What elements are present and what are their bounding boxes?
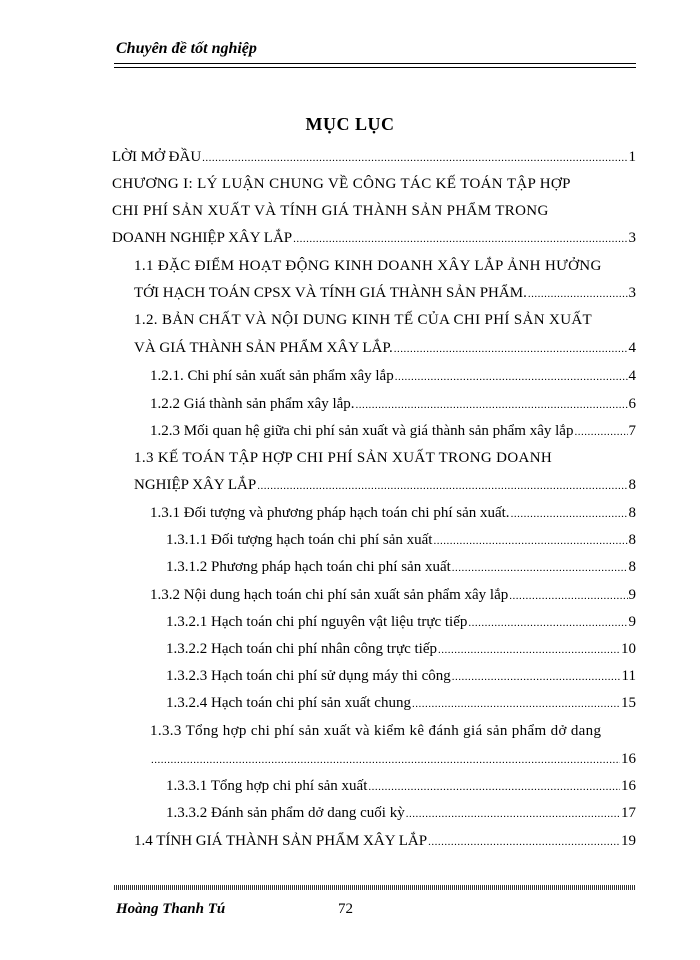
footer-rule [114,885,636,890]
dot-leader [452,558,628,578]
toc-row[interactable] [166,803,636,824]
toc-row[interactable] [134,831,636,852]
toc-row[interactable] [150,585,636,606]
toc-row[interactable] [166,557,636,578]
dot-leader [509,586,627,606]
toc-entry-label: 1.4 TÍNH GIÁ THÀNH SẢN PHẨM XÂY LẮP [134,833,428,849]
toc-row[interactable] [166,530,636,551]
page-title: MỤC LỤC [305,114,395,134]
toc-row[interactable] [134,338,636,359]
toc-entry-page: 7 [628,423,636,439]
toc-entry-label: 1.2.2 Giá thành sản phẩm xây lắp. [150,396,355,412]
toc-entry-page: 4 [628,340,636,356]
toc-row[interactable] [166,666,636,687]
dot-leader [511,504,628,524]
dot-leader [394,339,628,359]
toc-row[interactable] [166,639,636,660]
dot-leader [202,148,627,168]
toc-entry-label: LỜI MỞ ĐẦU [112,149,202,165]
dot-leader [368,777,620,797]
toc-row[interactable] [150,721,636,741]
toc-row[interactable] [112,201,636,221]
toc-entry-label: TỚI HẠCH TOÁN CPSX VÀ TÍNH GIÁ THÀNH SẢN PHẨM. [134,285,527,301]
toc-entry-page: 11 [621,668,636,684]
toc-row[interactable] [134,475,636,496]
toc-entry-page: 8 [628,505,636,521]
toc-entry-page: 3 [628,230,636,246]
toc-entry-label: 1.3.2.2 Hạch toán chi phí nhân công trực tiếp [166,641,437,657]
toc-row[interactable] [166,612,636,633]
toc-row[interactable] [166,693,636,714]
toc-entry-page: 8 [628,477,636,493]
toc-row[interactable] [150,366,636,387]
toc-entry-page: 16 [621,751,636,767]
toc-entry-label: 1.3.2.4 Hạch toán chi phí sản xuất chung [166,695,411,711]
toc-row[interactable] [112,147,636,168]
footer-page-number: 72 [338,901,353,917]
header-title: Chuyên đề tốt nghiệp [116,40,257,57]
toc-row[interactable] [134,256,636,276]
dot-leader [438,640,620,660]
toc-entry-page: 15 [621,695,636,711]
dot-leader [356,395,628,415]
toc-entry-label: 1.1 ĐẶC ĐIỂM HOẠT ĐỘNG KINH DOANH XÂY LẮP ẢNH HƯỞNG [134,258,602,274]
toc-entry-page: 10 [621,641,636,657]
toc-entry-label: 1.3.3.1 Tổng hợp chi phí sản xuất [166,778,368,794]
toc-entry-label: VÀ GIÁ THÀNH SẢN PHẨM XÂY LẮP. [134,340,393,356]
footer-author: Hoàng Thanh Tú [116,901,226,917]
toc-row[interactable] [150,394,636,415]
toc-entry-page: 19 [621,833,636,849]
toc-row[interactable] [134,448,636,468]
toc-entry-page: 8 [628,559,636,575]
toc-entry-page: 9 [628,614,636,630]
toc-entry-label: DOANH NGHIỆP XÂY LẮP [112,230,293,246]
toc-entry-page: 1 [628,149,636,165]
toc-entry-label: 1.3.2.1 Hạch toán chi phí nguyên vật liệu trực tiếp [166,614,468,630]
toc-row[interactable] [150,503,636,524]
toc-entry-page: 16 [621,778,636,794]
dot-leader [433,531,627,551]
toc-entry-label: 1.3.1.1 Đối tượng hạch toán chi phí sản xuất [166,532,433,548]
dot-leader [528,284,628,304]
dot-leader [428,832,620,852]
toc-entry-label: 1.3.3.2 Đánh sản phẩm dở dang cuối kỳ [166,805,405,821]
toc-entry-label: 1.3.1 Đối tượng và phương pháp hạch toán chi phí sản xuất. [150,505,510,521]
toc-row[interactable] [150,749,636,770]
dot-leader [452,667,621,687]
toc-entry-label: 1.2. BẢN CHẤT VÀ NỘI DUNG KINH TẾ CỦA CHI PHÍ SẢN XUẤT [134,312,593,328]
toc-row[interactable] [166,776,636,797]
toc-entry-label: CHI PHÍ SẢN XUẤT VÀ TÍNH GIÁ THÀNH SẢN PHẨM TRONG [112,203,549,219]
dot-leader [574,422,627,442]
dot-leader [293,229,627,249]
toc-entry-label: 1.3.2 Nội dung hạch toán chi phí sản xuất sản phẩm xây lắp [150,587,509,603]
toc-entry-label: 1.2.3 Mối quan hệ giữa chi phí sản xuất và giá thành sản phẩm xây lắp [150,423,574,439]
toc-entry-page: 17 [621,805,636,821]
toc-row[interactable] [134,310,636,330]
toc-entry-page: 6 [628,396,636,412]
toc-row[interactable] [150,421,636,442]
toc-entry-page: 8 [628,532,636,548]
dot-leader [257,476,627,496]
toc-entry-page: 4 [628,368,636,384]
toc-row[interactable] [112,174,636,194]
dot-leader [406,804,620,824]
dot-leader [151,750,620,770]
toc-entry-label: 1.3.3 Tổng hợp chi phí sản xuất và kiểm kê đánh giá sản phẩm dở dang [150,723,602,739]
toc-entry-page: 9 [628,587,636,603]
dot-leader [468,613,627,633]
toc-entry-label: CHƯƠNG I: LÝ LUẬN CHUNG VỀ CÔNG TÁC KẾ TOÁN TẬP HỢP [112,176,571,192]
toc-entry-label: 1.3 KẾ TOÁN TẬP HỢP CHI PHÍ SẢN XUẤT TRONG DOANH [134,450,553,466]
toc-entry-label: 1.3.2.3 Hạch toán chi phí sử dụng máy thi công [166,668,451,684]
toc-row[interactable] [134,283,636,304]
toc-row[interactable] [112,228,636,249]
dot-leader [395,367,628,387]
toc-entry-page: 3 [628,285,636,301]
toc-entry-label: NGHIỆP XÂY LẮP [134,477,257,493]
dot-leader [412,694,620,714]
toc-entry-label: 1.3.1.2 Phương pháp hạch toán chi phí sản xuất [166,559,451,575]
toc-entry-label: 1.2.1. Chi phí sản xuất sản phẩm xây lắp [150,368,394,384]
